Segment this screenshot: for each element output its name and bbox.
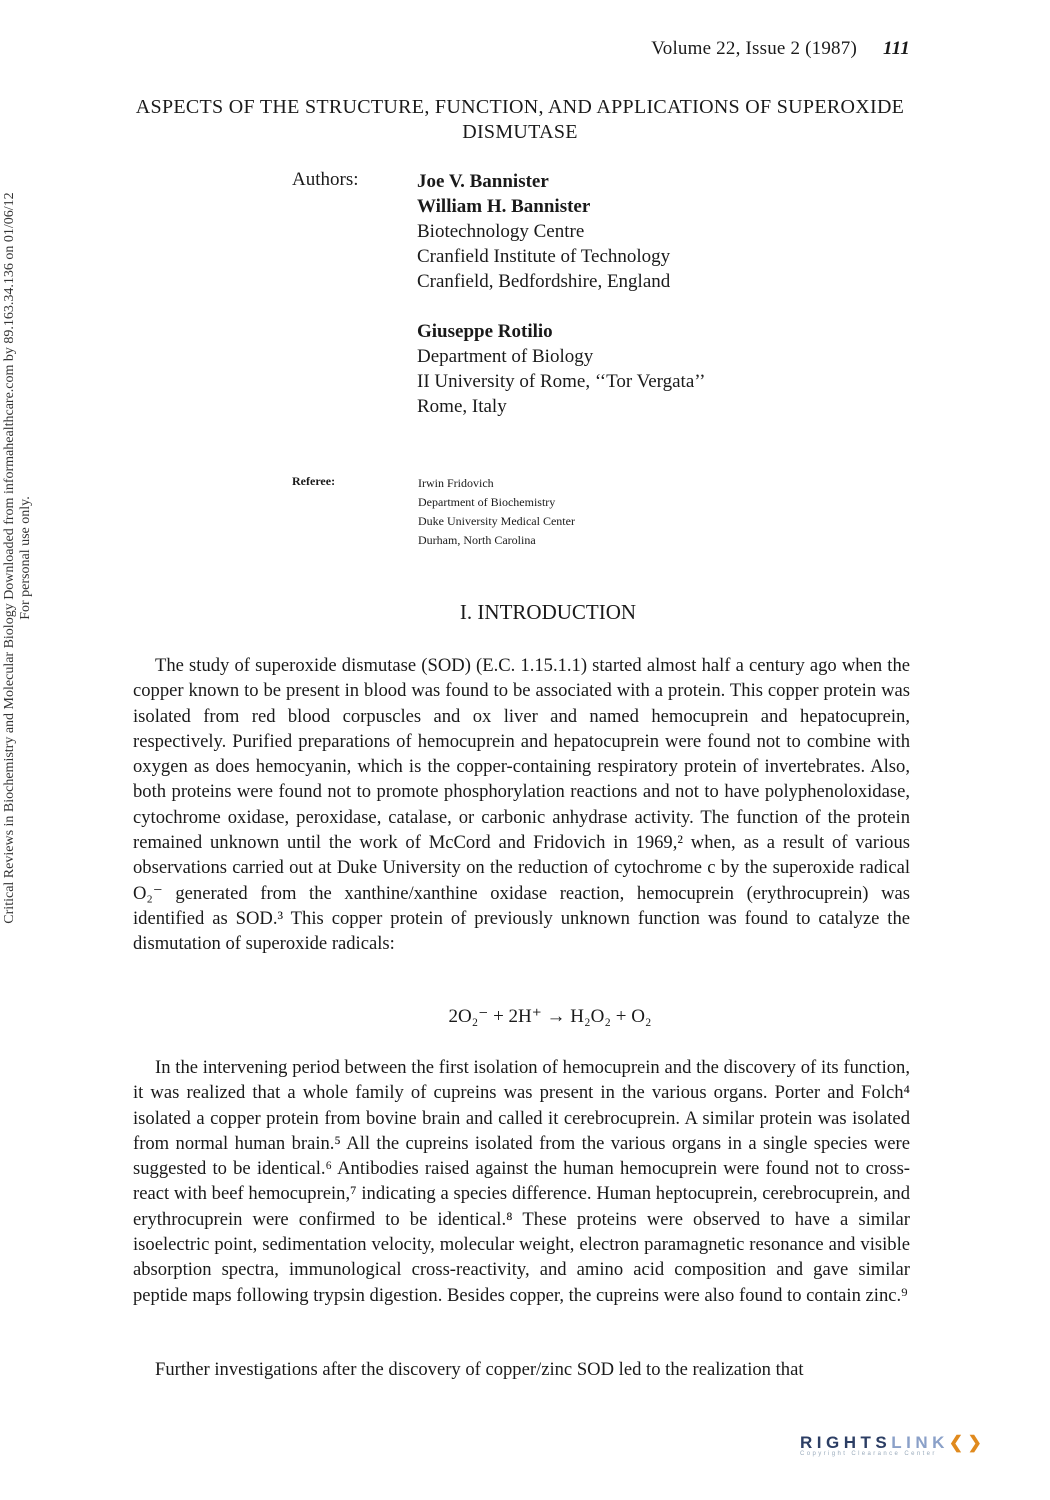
page-number: 111: [882, 38, 910, 59]
running-header: [651, 38, 910, 60]
referee-affiliation: Duke University Medical Center: [418, 514, 575, 528]
arrow-icon: ❮❯: [948, 1433, 987, 1452]
affiliation-line: Cranfield Institute of Technology: [417, 246, 671, 267]
download-watermark: [2, 8, 42, 1108]
affiliation-line: Rome, Italy: [417, 396, 507, 417]
equation: [0, 1005, 1050, 1028]
author-name: William H. Bannister: [417, 196, 591, 217]
body-paragraph: The study of superoxide dismutase (SOD) (E.C. 1.15.1.1) started almost half a century ago when the copper known to be present in blood was found to be associated with a protein. This copper protein was isolated from red blood corpuscles and ox liver and named hemocuprein and hepatocuprein, respectively. Purified preparations of hemocuprein and hepatocuprein were found not to combine with oxygen as does hemocyanin, which is the copper-containing respiratory protein of invertebrates. Also, both proteins were found not to promote phosphorylation reactions and not to have polyphenoloxidase, cytochrome oxidase, peroxidase, catalase, or carbonic anhydrase activity. The function of the protein remained unknown until the work of McCord and Fridovich in 1969,² when, as a result of various observations carried out at Duke University on the reduction of cytochrome c by the superoxide radical O₂⁻ generated from the xanthine/xanthine oxidase reaction, hemocuprein (erythrocuprein) was identified as SOD.³ This copper protein of previously unknown function was found to catalyze the dismutation of superoxide radicals:: [133, 655, 910, 955]
article-title: ASPECTS OF THE STRUCTURE, FUNCTION, AND APPLICATIONS OF SUPEROXIDE DISMUTASE: [135, 96, 905, 143]
watermark-line: For personal use only.: [18, 496, 33, 620]
affiliation-line: II University of Rome, ‘‘Tor Vergata’’: [417, 371, 706, 392]
logo-tagline: Copyright Clearance Center: [800, 1451, 937, 1457]
logo-text: RIGHTSLINK❮❯: [800, 1433, 987, 1452]
referee-affiliation: Durham, North Carolina: [418, 533, 536, 547]
affiliation-line: Department of Biology: [417, 346, 594, 367]
volume-issue: Volume 22, Issue 2 (1987): [651, 38, 857, 59]
referee-affiliation: Department of Biochemistry: [418, 495, 556, 509]
author-group-2: [417, 319, 706, 419]
section-heading-text: I. INTRODUCTION: [459, 600, 637, 624]
body-paragraph: Further investigations after the discovery of copper/zinc SOD led to the realization that: [155, 1359, 804, 1380]
author-group-1: [417, 169, 670, 294]
authors-label: Authors:: [292, 169, 359, 190]
rightslink-logo: [800, 1433, 986, 1457]
affiliation-line: Cranfield, Bedfordshire, England: [417, 271, 671, 292]
affiliation-line: Biotechnology Centre: [417, 221, 585, 242]
section-heading: [0, 600, 1050, 625]
author-name: Joe V. Bannister: [417, 171, 549, 192]
referee-name: Irwin Fridovich: [418, 476, 494, 490]
body-paragraph: In the intervening period between the first isolation of hemocuprein and the discovery of its function, it was realized that a whole family of cupreins was present in the various organs. Porter and Folch⁴ isolated a copper protein from bovine brain and called it cerebrocuprein. A similar protein was isolated from normal human brain.⁵ All the cupreins isolated from the various organs in a single species were suggested to be identical.⁶ Antibodies raised against the human hemocuprein were found not to cross-react with beef hemocuprein,⁷ indicating a species difference. Human heptocuprein, cerebrocuprein, and erythrocuprein were confirmed to be identical.⁸ These proteins were observed to have a similar isoelectric point, sedimentation velocity, molecular weight, electron paramagnetic resonance and visible absorption spectra, immunological cross-reactivity, and amino acid composition and gave similar peptide maps following trypsin digestion. Besides copper, the cupreins were also found to contain zinc.⁹: [133, 1057, 910, 1306]
watermark-line: Critical Reviews in Biochemistry and Molecular Biology Downloaded from informahealthcare.com by 89.163.34.136 on 01/06/12: [2, 192, 17, 924]
referee-block: [418, 474, 575, 550]
equation-text: 2O₂⁻ + 2H⁺ → H₂O₂ + O₂: [448, 1006, 652, 1027]
author-name: Giuseppe Rotilio: [417, 321, 553, 342]
referee-label: Referee:: [292, 474, 336, 488]
